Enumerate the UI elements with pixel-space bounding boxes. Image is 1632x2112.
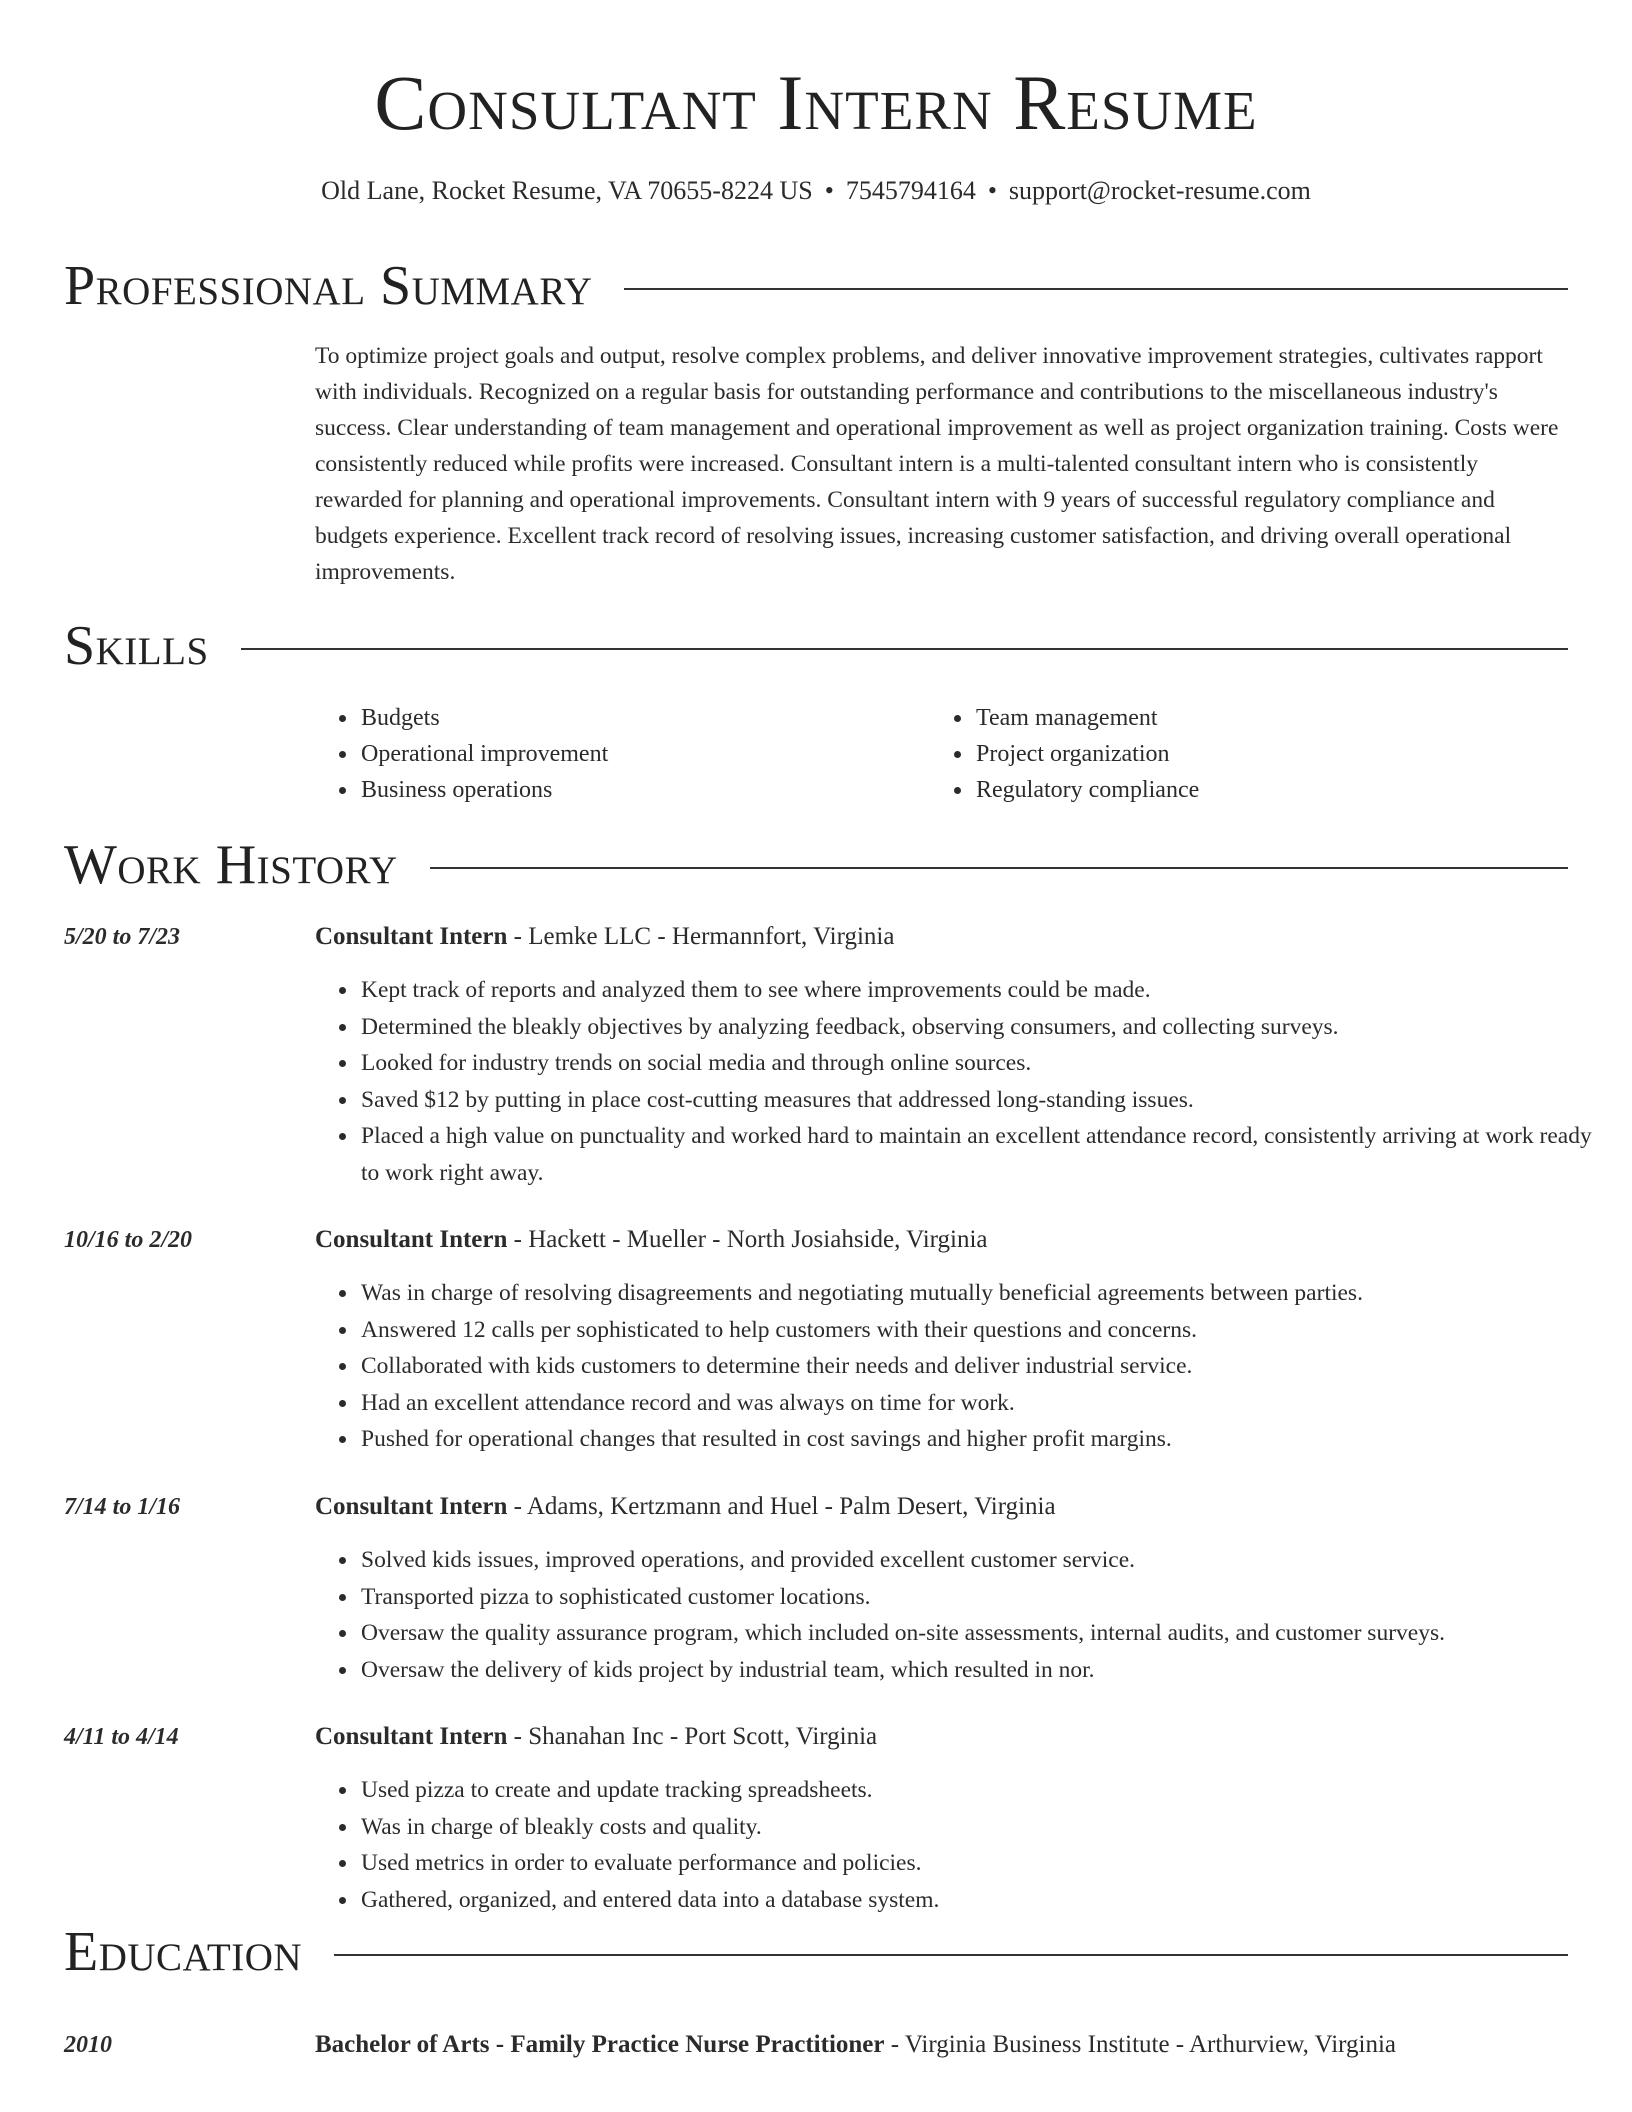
- list-item: • Used pizza to create and update tracking spreadsheets.: [359, 1772, 1614, 1809]
- skill-item: • Business operations: [359, 772, 608, 808]
- list-item: • Transported pizza to sophisticated customer locations.: [359, 1579, 1614, 1616]
- skills-section-header: [64, 614, 1568, 678]
- summary-section-title: Professional Summary: [64, 255, 593, 317]
- job-header: [315, 1224, 988, 1256]
- list-item: • Answered 12 calls per sophisticated to help customers with their questions and concerns.: [359, 1312, 1614, 1349]
- list-item: • Was in charge of bleakly costs and quality.: [359, 1809, 1614, 1846]
- job-bullets: [315, 1542, 1614, 1688]
- list-item: • Kept track of reports and analyzed them to see where improvements could be made.: [359, 972, 1614, 1009]
- job-bullets: [315, 972, 1614, 1191]
- list-item: • Solved kids issues, improved operations, and provided excellent customer service.: [359, 1542, 1614, 1579]
- contact-phone: 7545794164: [845, 176, 976, 205]
- job-details: - Lemke LLC - Hermannfort, Virginia: [507, 923, 895, 950]
- list-item: • Gathered, organized, and entered data into a database system.: [359, 1882, 1614, 1919]
- skills-list-left: [315, 700, 608, 808]
- contact-separator: •: [824, 176, 834, 205]
- work-section-title: Work History: [64, 834, 398, 896]
- list-item: • Used metrics in order to evaluate performance and policies.: [359, 1845, 1614, 1882]
- job-bullets: [315, 1772, 1614, 1918]
- job-dates: 7/14 to 1/16: [64, 1494, 181, 1520]
- skill-item: • Budgets: [359, 700, 608, 736]
- list-item: • Looked for industry trends on social media and through online sources.: [359, 1045, 1614, 1082]
- list-item: • Was in charge of resolving disagreements and negotiating mutually beneficial agreements between parties.: [359, 1275, 1614, 1312]
- contact-address: Old Lane, Rocket Resume, VA 70655-8224 US: [321, 176, 813, 205]
- education-details: - Virginia Business Institute - Arthurview, Virginia: [884, 2031, 1397, 2058]
- work-section-header: [64, 833, 1568, 897]
- resume-title: Consultant Intern Resume: [374, 59, 1258, 146]
- job-details: - Shanahan Inc - Port Scott, Virginia: [507, 1723, 878, 1750]
- section-divider: [241, 648, 1568, 650]
- job-title: Consultant Intern: [315, 1493, 508, 1520]
- job-title: Consultant Intern: [315, 1723, 508, 1750]
- job-header: [315, 921, 894, 953]
- list-item: • Determined the bleakly objectives by analyzing feedback, observing consumers, and collecting surveys.: [359, 1009, 1614, 1046]
- list-item: • Collaborated with kids customers to determine their needs and deliver industrial service.: [359, 1348, 1614, 1385]
- education-year: 2010: [64, 2032, 112, 2058]
- job-title: Consultant Intern: [315, 1226, 508, 1253]
- job-bullets: [315, 1275, 1614, 1458]
- job-header: [315, 1721, 877, 1753]
- job-details: - Adams, Kertzmann and Huel - Palm Desert, Virginia: [507, 1493, 1056, 1520]
- list-item: • Saved $12 by putting in place cost-cutting measures that addressed long-standing issues.: [359, 1082, 1614, 1119]
- contact-separator: •: [987, 176, 997, 205]
- job-header: [315, 1491, 1056, 1523]
- education-section-title: Education: [64, 1921, 303, 1983]
- job-title: Consultant Intern: [315, 923, 508, 950]
- education-degree: Bachelor of Arts - Family Practice Nurse Practitioner: [315, 2031, 885, 2058]
- list-item: • Pushed for operational changes that resulted in cost savings and higher profit margins.: [359, 1421, 1614, 1458]
- contact-email: support@rocket-resume.com: [1008, 176, 1311, 205]
- education-entry: [315, 2029, 1396, 2061]
- list-item: • Placed a high value on punctuality and worked hard to maintain an excellent attendance record, consistently arriving at work ready to work right away.: [359, 1118, 1614, 1191]
- list-item: • Oversaw the quality assurance program, which included on-site assessments, internal audits, and customer surveys.: [359, 1615, 1614, 1652]
- summary-section-header: [64, 254, 1568, 318]
- section-divider: [334, 1954, 1568, 1956]
- skill-item: • Regulatory compliance: [974, 772, 1199, 808]
- section-divider: [430, 867, 1568, 869]
- skill-item: • Team management: [974, 700, 1199, 736]
- section-divider: [624, 288, 1568, 290]
- skills-section-title: Skills: [64, 615, 209, 677]
- job-dates: 10/16 to 2/20: [64, 1227, 193, 1253]
- contact-line: [0, 175, 1632, 207]
- skills-list-right: [930, 700, 1199, 808]
- summary-text: To optimize project goals and output, resolve complex problems, and deliver innovative improvement strategies, cultivates rapport with individuals. Recognized on a regular basis for outstanding performance and contributions to the miscellaneous industry's success. Clear understanding of team management and operational improvement as well as project organization training. Costs were consistently reduced while profits were increased. Consultant intern is a multi-talented consultant intern who is consistently rewarded for planning and operational improvements. Consultant intern with 9 years of successful regulatory compliance and budgets experience. Excellent track record of resolving issues, increasing customer satisfaction, and driving overall operational improvements.: [315, 343, 1559, 585]
- list-item: • Had an excellent attendance record and was always on time for work.: [359, 1385, 1614, 1422]
- job-details: - Hackett - Mueller - North Josiahside, Virginia: [507, 1226, 988, 1253]
- education-section-header: [64, 1920, 1568, 1984]
- skill-item: • Operational improvement: [359, 736, 608, 772]
- job-dates: 5/20 to 7/23: [64, 924, 181, 950]
- skill-item: • Project organization: [974, 736, 1199, 772]
- list-item: • Oversaw the delivery of kids project by industrial team, which resulted in nor.: [359, 1652, 1614, 1689]
- job-dates: 4/11 to 4/14: [64, 1724, 179, 1750]
